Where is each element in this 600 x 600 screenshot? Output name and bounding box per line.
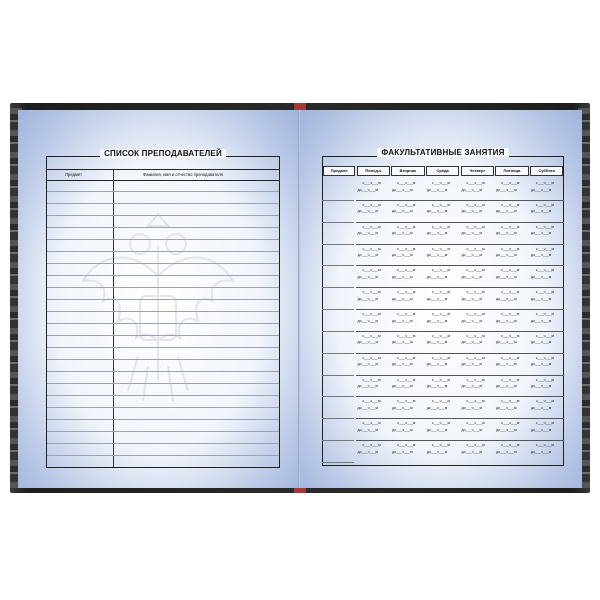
subject-cell <box>322 222 354 245</box>
subject-cell <box>322 287 354 310</box>
time-to: до___ч___м <box>530 362 552 367</box>
time-from: с___ч___м <box>466 224 485 229</box>
table-row <box>47 215 279 216</box>
time-to: до___ч___м <box>461 449 482 454</box>
time-from: с___ч___м <box>362 268 381 273</box>
time-to: до___ч___м <box>392 340 413 345</box>
time-to: до___ч___м <box>426 231 448 236</box>
time-from: с___ч___м <box>501 443 520 448</box>
time-from: с___ч___м <box>397 421 416 426</box>
time-from: с___ч___м <box>431 399 450 404</box>
time-from: с___ч___м <box>362 312 381 317</box>
time-from: с___ч___м <box>501 333 520 338</box>
time-to: до___ч___м <box>357 427 378 432</box>
time-from: с___ч___м <box>431 246 450 251</box>
table-row <box>356 265 564 266</box>
optional-classes-table <box>322 148 564 466</box>
time-to: до___ч___м <box>530 384 552 389</box>
table-row <box>356 375 564 376</box>
time-from: с___ч___м <box>466 246 485 251</box>
time-from: с___ч___м <box>431 181 450 185</box>
time-from: с___ч___м <box>362 421 381 426</box>
time-from: с___ч___м <box>431 312 450 317</box>
time-to: до___ч___м <box>461 405 482 410</box>
time-from: с___ч___м <box>397 181 416 185</box>
table-row <box>47 299 279 300</box>
header-day-2: Вторник <box>391 166 425 176</box>
optional-classes-title <box>322 148 564 157</box>
time-from: с___ч___м <box>431 202 450 207</box>
time-to: до___ч___м <box>426 427 448 432</box>
time-from: с___ч___м <box>535 224 554 229</box>
time-to: до___ч___м <box>461 253 482 258</box>
time-from: с___ч___м <box>362 399 381 404</box>
time-to: до___ч___м <box>496 427 517 432</box>
time-to: до___ч___м <box>426 296 448 301</box>
table-row <box>47 371 279 372</box>
table-row <box>47 239 279 240</box>
time-from: с___ч___м <box>397 333 416 338</box>
time-from: с___ч___м <box>535 312 554 317</box>
time-from: с___ч___м <box>535 268 554 273</box>
time-to: до___ч___м <box>461 187 482 192</box>
time-from: с___ч___м <box>431 421 450 426</box>
time-from: с___ч___м <box>466 443 485 448</box>
table-row <box>47 227 279 228</box>
time-from: с___ч___м <box>362 333 381 338</box>
time-from: с___ч___м <box>501 355 520 360</box>
table-row <box>356 244 564 245</box>
table-row <box>47 347 279 348</box>
subject-cell <box>322 244 354 267</box>
time-from: с___ч___м <box>397 312 416 317</box>
time-to: до___ч___м <box>392 318 413 323</box>
table-row <box>356 287 564 288</box>
time-to: до___ч___м <box>426 362 448 367</box>
time-to: до___ч___м <box>496 405 517 410</box>
time-to: до___ч___м <box>357 187 378 192</box>
time-to: до___ч___м <box>426 253 448 258</box>
time-to: до___ч___м <box>496 362 517 367</box>
time-from: с___ч___м <box>501 312 520 317</box>
header-subject: Предмет <box>323 166 355 176</box>
time-to: до___ч___м <box>426 449 448 454</box>
time-to: до___ч___м <box>530 405 552 410</box>
table-row <box>47 455 279 456</box>
time-from: с___ч___м <box>466 355 485 360</box>
time-from: с___ч___м <box>535 377 554 382</box>
time-to: до___ч___м <box>496 318 517 323</box>
time-from: с___ч___м <box>397 268 416 273</box>
time-from: с___ч___м <box>501 290 520 295</box>
subject-cell <box>322 309 354 332</box>
time-to: до___ч___м <box>530 274 552 279</box>
time-to: до___ч___м <box>496 384 517 389</box>
subject-cell <box>322 440 354 463</box>
time-to: до___ч___м <box>357 405 378 410</box>
subject-cell <box>322 200 354 223</box>
time-from: с___ч___м <box>431 443 450 448</box>
time-to: до___ч___м <box>392 427 413 432</box>
header-day-5: Пятница <box>495 166 529 176</box>
time-from: с___ч___м <box>362 181 381 185</box>
subject-cell <box>322 418 354 441</box>
time-to: до___ч___м <box>496 449 517 454</box>
time-from: с___ч___м <box>535 333 554 338</box>
time-to: до___ч___м <box>496 340 517 345</box>
time-to: до___ч___м <box>461 231 482 236</box>
table-row <box>356 396 564 397</box>
time-to: до___ч___м <box>357 296 378 301</box>
table-row <box>356 222 564 223</box>
table-row <box>356 309 564 310</box>
table-row <box>47 431 279 432</box>
subject-cell <box>322 396 354 419</box>
subject-cell <box>322 178 354 201</box>
time-to: до___ч___м <box>530 318 552 323</box>
header-day-3: Среда <box>426 166 460 176</box>
time-from: с___ч___м <box>397 202 416 207</box>
time-to: до___ч___м <box>357 231 378 236</box>
time-to: до___ч___м <box>461 296 482 301</box>
time-to: до___ч___м <box>357 340 378 345</box>
time-to: до___ч___м <box>496 231 517 236</box>
time-from: с___ч___м <box>535 399 554 404</box>
time-to: до___ч___м <box>461 384 482 389</box>
time-to: до___ч___м <box>426 209 448 214</box>
table-row <box>47 359 279 360</box>
time-to: до___ч___м <box>461 318 482 323</box>
time-from: с___ч___м <box>431 377 450 382</box>
time-from: с___ч___м <box>362 377 381 382</box>
table-row <box>47 335 279 336</box>
teacher-list-table <box>46 149 280 468</box>
left-page <box>18 110 300 488</box>
time-to: до___ч___м <box>426 384 448 389</box>
time-from: с___ч___м <box>466 181 485 185</box>
table-row <box>356 418 564 419</box>
time-from: с___ч___м <box>501 399 520 404</box>
table-row <box>47 191 279 192</box>
time-to: до___ч___м <box>392 231 413 236</box>
time-to: до___ч___м <box>530 253 552 258</box>
time-from: с___ч___м <box>535 355 554 360</box>
time-to: до___ч___м <box>530 449 552 454</box>
header-day-6: Суббота <box>530 166 564 176</box>
time-from: с___ч___м <box>362 355 381 360</box>
time-from: с___ч___м <box>397 399 416 404</box>
time-to: до___ч___м <box>392 449 413 454</box>
subject-cell <box>322 353 354 376</box>
time-to: до___ч___м <box>461 274 482 279</box>
table-row <box>47 443 279 444</box>
teacher-list-title <box>47 149 279 158</box>
time-from: с___ч___м <box>397 355 416 360</box>
time-to: до___ч___м <box>357 318 378 323</box>
subject-cell <box>322 375 354 398</box>
time-from: с___ч___м <box>466 290 485 295</box>
table-row <box>47 251 279 252</box>
time-from: с___ч___м <box>535 421 554 426</box>
teacher-list-title-text: СПИСОК ПРЕПОДАВАТЕЛЕЙ <box>100 149 226 158</box>
time-to: до___ч___м <box>392 384 413 389</box>
time-from: с___ч___м <box>431 355 450 360</box>
time-from: с___ч___м <box>362 224 381 229</box>
subject-cell <box>322 331 354 354</box>
time-to: до___ч___м <box>426 405 448 410</box>
time-to: до___ч___м <box>426 187 448 192</box>
time-from: с___ч___м <box>535 181 554 185</box>
time-from: с___ч___м <box>431 268 450 273</box>
time-to: до___ч___м <box>530 209 552 214</box>
table-row <box>47 311 279 312</box>
time-to: до___ч___м <box>392 274 413 279</box>
time-from: с___ч___м <box>501 181 520 185</box>
time-to: до___ч___м <box>530 427 552 432</box>
time-to: до___ч___м <box>392 405 413 410</box>
time-to: до___ч___м <box>496 209 517 214</box>
time-from: с___ч___м <box>501 224 520 229</box>
time-to: до___ч___м <box>392 362 413 367</box>
time-from: с___ч___м <box>362 246 381 251</box>
table-row <box>47 407 279 408</box>
time-to: до___ч___м <box>496 296 517 301</box>
time-from: с___ч___м <box>501 268 520 273</box>
time-to: до___ч___м <box>530 231 552 236</box>
table-row <box>47 263 279 264</box>
time-from: с___ч___м <box>466 202 485 207</box>
teacher-list-rows <box>47 179 279 467</box>
time-from: с___ч___м <box>397 224 416 229</box>
header-day-4: Четверг <box>461 166 495 176</box>
time-from: с___ч___м <box>501 421 520 426</box>
time-to: до___ч___м <box>426 340 448 345</box>
time-from: с___ч___м <box>501 246 520 251</box>
time-from: с___ч___м <box>431 290 450 295</box>
time-from: с___ч___м <box>535 290 554 295</box>
table-row <box>47 383 279 384</box>
time-to: до___ч___м <box>496 187 517 192</box>
table-row <box>47 323 279 324</box>
table-row <box>47 203 279 204</box>
header-day-1: Понед-к <box>357 166 391 176</box>
time-from: с___ч___м <box>466 312 485 317</box>
time-to: до___ч___м <box>426 274 448 279</box>
time-from: с___ч___м <box>362 290 381 295</box>
time-from: с___ч___м <box>397 377 416 382</box>
time-from: с___ч___м <box>397 290 416 295</box>
time-to: до___ч___м <box>357 253 378 258</box>
time-from: с___ч___м <box>466 333 485 338</box>
time-to: до___ч___м <box>357 209 378 214</box>
table-row <box>356 200 564 201</box>
time-to: до___ч___м <box>530 187 552 192</box>
time-to: до___ч___м <box>357 384 378 389</box>
time-to: до___ч___м <box>426 318 448 323</box>
time-to: до___ч___м <box>530 340 552 345</box>
time-to: до___ч___м <box>496 253 517 258</box>
time-from: с___ч___м <box>397 246 416 251</box>
time-from: с___ч___м <box>501 202 520 207</box>
time-to: до___ч___м <box>496 274 517 279</box>
time-from: с___ч___м <box>431 333 450 338</box>
optional-classes-title-text: ФАКУЛЬТАТИВНЫЕ ЗАНЯТИЯ <box>377 148 508 157</box>
time-to: до___ч___м <box>392 253 413 258</box>
right-page <box>300 110 582 488</box>
time-from: с___ч___м <box>501 377 520 382</box>
time-from: с___ч___м <box>466 377 485 382</box>
subject-cell <box>322 265 354 288</box>
time-to: до___ч___м <box>530 296 552 301</box>
time-from: с___ч___м <box>535 443 554 448</box>
table-row <box>47 419 279 420</box>
time-to: до___ч___м <box>461 362 482 367</box>
time-to: до___ч___м <box>392 187 413 192</box>
table-row <box>47 395 279 396</box>
time-to: до___ч___м <box>392 209 413 214</box>
table-row <box>356 440 564 441</box>
header-teacher-name: Фамилия, имя и отчество преподавателя <box>143 172 223 177</box>
table-row <box>47 275 279 276</box>
time-to: до___ч___м <box>357 449 378 454</box>
table-row <box>356 353 564 354</box>
time-to: до___ч___м <box>392 296 413 301</box>
table-row <box>47 287 279 288</box>
header-subject: Предмет <box>65 172 83 177</box>
time-from: с___ч___м <box>535 246 554 251</box>
time-to: до___ч___м <box>461 340 482 345</box>
time-from: с___ч___м <box>397 443 416 448</box>
time-from: с___ч___м <box>535 202 554 207</box>
time-to: до___ч___м <box>461 427 482 432</box>
time-from: с___ч___м <box>362 443 381 448</box>
time-from: с___ч___м <box>466 268 485 273</box>
time-from: с___ч___м <box>362 202 381 207</box>
time-to: до___ч___м <box>461 209 482 214</box>
time-from: с___ч___м <box>431 224 450 229</box>
time-from: с___ч___м <box>466 399 485 404</box>
table-row <box>356 331 564 332</box>
time-from: с___ч___м <box>466 421 485 426</box>
time-to: до___ч___м <box>357 274 378 279</box>
time-to: до___ч___м <box>357 362 378 367</box>
